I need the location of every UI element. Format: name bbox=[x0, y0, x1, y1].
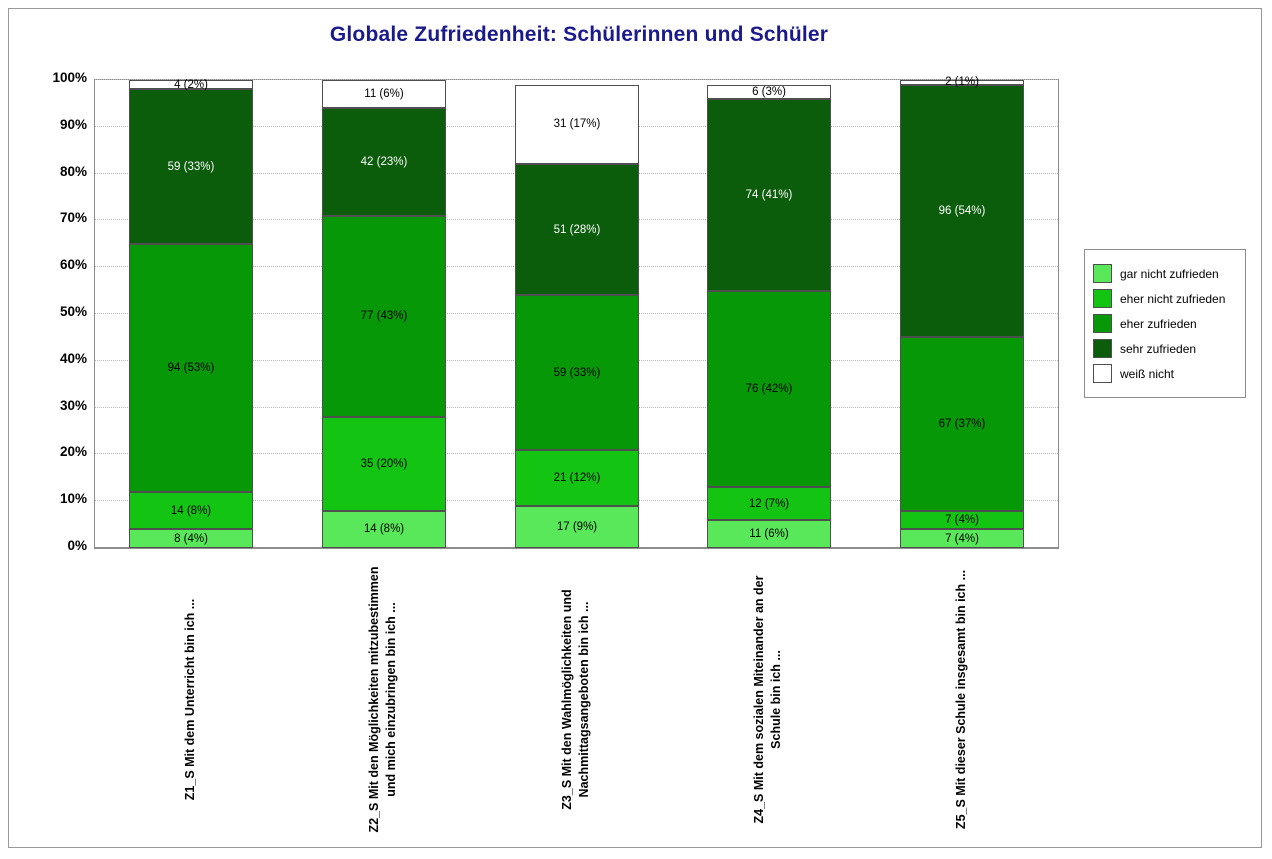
y-axis-tick: 0% bbox=[67, 538, 87, 553]
bar-segment[interactable] bbox=[707, 487, 831, 520]
legend bbox=[1084, 249, 1246, 398]
category-label bbox=[128, 557, 252, 842]
legend-item[interactable] bbox=[1093, 364, 1239, 383]
bar-segment-label: 59 (33%) bbox=[167, 160, 215, 173]
bar-segment[interactable] bbox=[322, 80, 446, 108]
category-label-text: Z1_S Mit dem Unterricht bin ich ... bbox=[182, 598, 197, 801]
bar-segment-label: 8 (4%) bbox=[174, 532, 208, 545]
legend-label: sehr zufrieden bbox=[1120, 341, 1197, 356]
bar-segment-label: 14 (8%) bbox=[170, 504, 212, 517]
legend-swatch bbox=[1093, 339, 1112, 358]
bar-segment-label: 21 (12%) bbox=[553, 471, 601, 484]
y-axis-tick: 80% bbox=[59, 163, 87, 179]
bar-column[interactable] bbox=[129, 80, 253, 548]
bar-segment-label: 67 (37%) bbox=[938, 417, 986, 430]
category-label-text: Z2_S Mit den Möglichkeiten mitzubestimmen und mich einzubringen bin ich ... bbox=[367, 566, 398, 833]
legend-item[interactable] bbox=[1093, 339, 1239, 358]
legend-item[interactable] bbox=[1093, 314, 1239, 333]
bar-segment[interactable] bbox=[129, 492, 253, 529]
bar-segment-label: 51 (28%) bbox=[553, 223, 601, 236]
category-label-text: Z3_S Mit den Wahlmöglichkeiten und Nachmittagsangeboten bin ich ... bbox=[560, 589, 591, 810]
y-axis-tick: 70% bbox=[59, 210, 87, 226]
legend-label: weiß nicht bbox=[1120, 366, 1175, 381]
bar-segment[interactable] bbox=[707, 520, 831, 548]
legend-swatch bbox=[1093, 264, 1112, 283]
y-axis-tick: 60% bbox=[59, 257, 87, 273]
y-axis-tick: 50% bbox=[59, 304, 87, 319]
bar-segment-label: 17 (9%) bbox=[556, 520, 598, 533]
bar-segment-label: 4 (2%) bbox=[174, 78, 208, 91]
legend-label: eher zufrieden bbox=[1120, 316, 1197, 331]
bar-column[interactable] bbox=[322, 80, 446, 548]
legend-label: eher nicht zufrieden bbox=[1120, 291, 1226, 306]
y-axis-tick: 30% bbox=[59, 397, 87, 413]
bar-segment-label: 35 (20%) bbox=[360, 457, 408, 470]
category-label-text: Z4_S Mit dem sozialen Miteinander an der Schule bin ich ... bbox=[752, 575, 783, 824]
bar-column[interactable] bbox=[515, 80, 639, 548]
bar-segment-label: 42 (23%) bbox=[360, 155, 408, 168]
bar-segment[interactable] bbox=[707, 99, 831, 291]
bar-segment-label: 76 (42%) bbox=[745, 382, 793, 395]
bar-segment[interactable] bbox=[322, 417, 446, 511]
bar-segment[interactable] bbox=[900, 511, 1024, 530]
y-axis-tick: 100% bbox=[52, 70, 87, 85]
bar-segment[interactable] bbox=[900, 76, 1024, 89]
y-axis-tick: 90% bbox=[59, 116, 87, 132]
chart-frame bbox=[8, 8, 1262, 848]
bar-segment[interactable] bbox=[515, 295, 639, 449]
bar-segment[interactable] bbox=[129, 529, 253, 548]
legend-item[interactable] bbox=[1093, 264, 1239, 283]
bar-segment[interactable] bbox=[129, 80, 253, 89]
plot-area bbox=[94, 76, 1059, 549]
bar-segment[interactable] bbox=[707, 291, 831, 488]
bar-segment[interactable] bbox=[900, 337, 1024, 510]
bar-segment-label: 74 (41%) bbox=[745, 188, 793, 201]
bar-column[interactable] bbox=[707, 80, 831, 548]
bar-segment[interactable] bbox=[515, 506, 639, 548]
bar-column[interactable] bbox=[900, 76, 1024, 548]
bar-segment-label: 77 (43%) bbox=[360, 310, 408, 323]
bar-segment-label: 12 (7%) bbox=[748, 497, 790, 510]
bar-segment-label: 11 (6%) bbox=[364, 88, 404, 101]
legend-label: gar nicht zufrieden bbox=[1120, 266, 1219, 281]
bar-segment-label: 31 (17%) bbox=[553, 118, 601, 131]
bar-segment[interactable] bbox=[515, 164, 639, 295]
bar-segment-label: 59 (33%) bbox=[553, 366, 601, 379]
bar-segment[interactable] bbox=[322, 108, 446, 216]
bar-segment-label: 96 (54%) bbox=[938, 205, 986, 218]
legend-swatch bbox=[1093, 314, 1112, 333]
legend-item[interactable] bbox=[1093, 289, 1239, 308]
category-label bbox=[514, 557, 638, 842]
bar-segment[interactable] bbox=[322, 216, 446, 417]
bar-segment[interactable] bbox=[515, 450, 639, 506]
category-label bbox=[321, 557, 445, 842]
bar-segment-label: 7 (4%) bbox=[945, 513, 979, 526]
bar-segment[interactable] bbox=[900, 529, 1024, 548]
bar-segment-label: 2 (1%) bbox=[945, 76, 979, 89]
category-label-text: Z5_S Mit dieser Schule insgesamt bin ich ... bbox=[953, 569, 968, 830]
bar-segment-label: 14 (8%) bbox=[363, 523, 405, 536]
bar-segment[interactable] bbox=[129, 244, 253, 492]
bar-segment-label: 7 (4%) bbox=[945, 532, 979, 545]
bar-segment[interactable] bbox=[900, 85, 1024, 338]
bar-segment[interactable] bbox=[322, 511, 446, 548]
category-label bbox=[899, 557, 1023, 842]
bar-segment-label: 11 (6%) bbox=[749, 527, 789, 540]
bar-segment[interactable] bbox=[515, 85, 639, 165]
y-axis-tick: 40% bbox=[59, 350, 87, 366]
category-label bbox=[706, 557, 830, 842]
legend-swatch bbox=[1093, 364, 1112, 383]
y-axis-tick: 20% bbox=[59, 444, 87, 460]
y-axis-tick: 10% bbox=[59, 491, 87, 507]
bar-segment[interactable] bbox=[707, 85, 831, 99]
legend-swatch bbox=[1093, 289, 1112, 308]
bar-segment-label: 94 (53%) bbox=[167, 361, 215, 374]
bar-segment-label: 6 (3%) bbox=[752, 85, 786, 98]
bar-segment[interactable] bbox=[129, 89, 253, 243]
page-title: Globale Zufriedenheit: Schülerinnen und Schüler bbox=[329, 23, 829, 46]
